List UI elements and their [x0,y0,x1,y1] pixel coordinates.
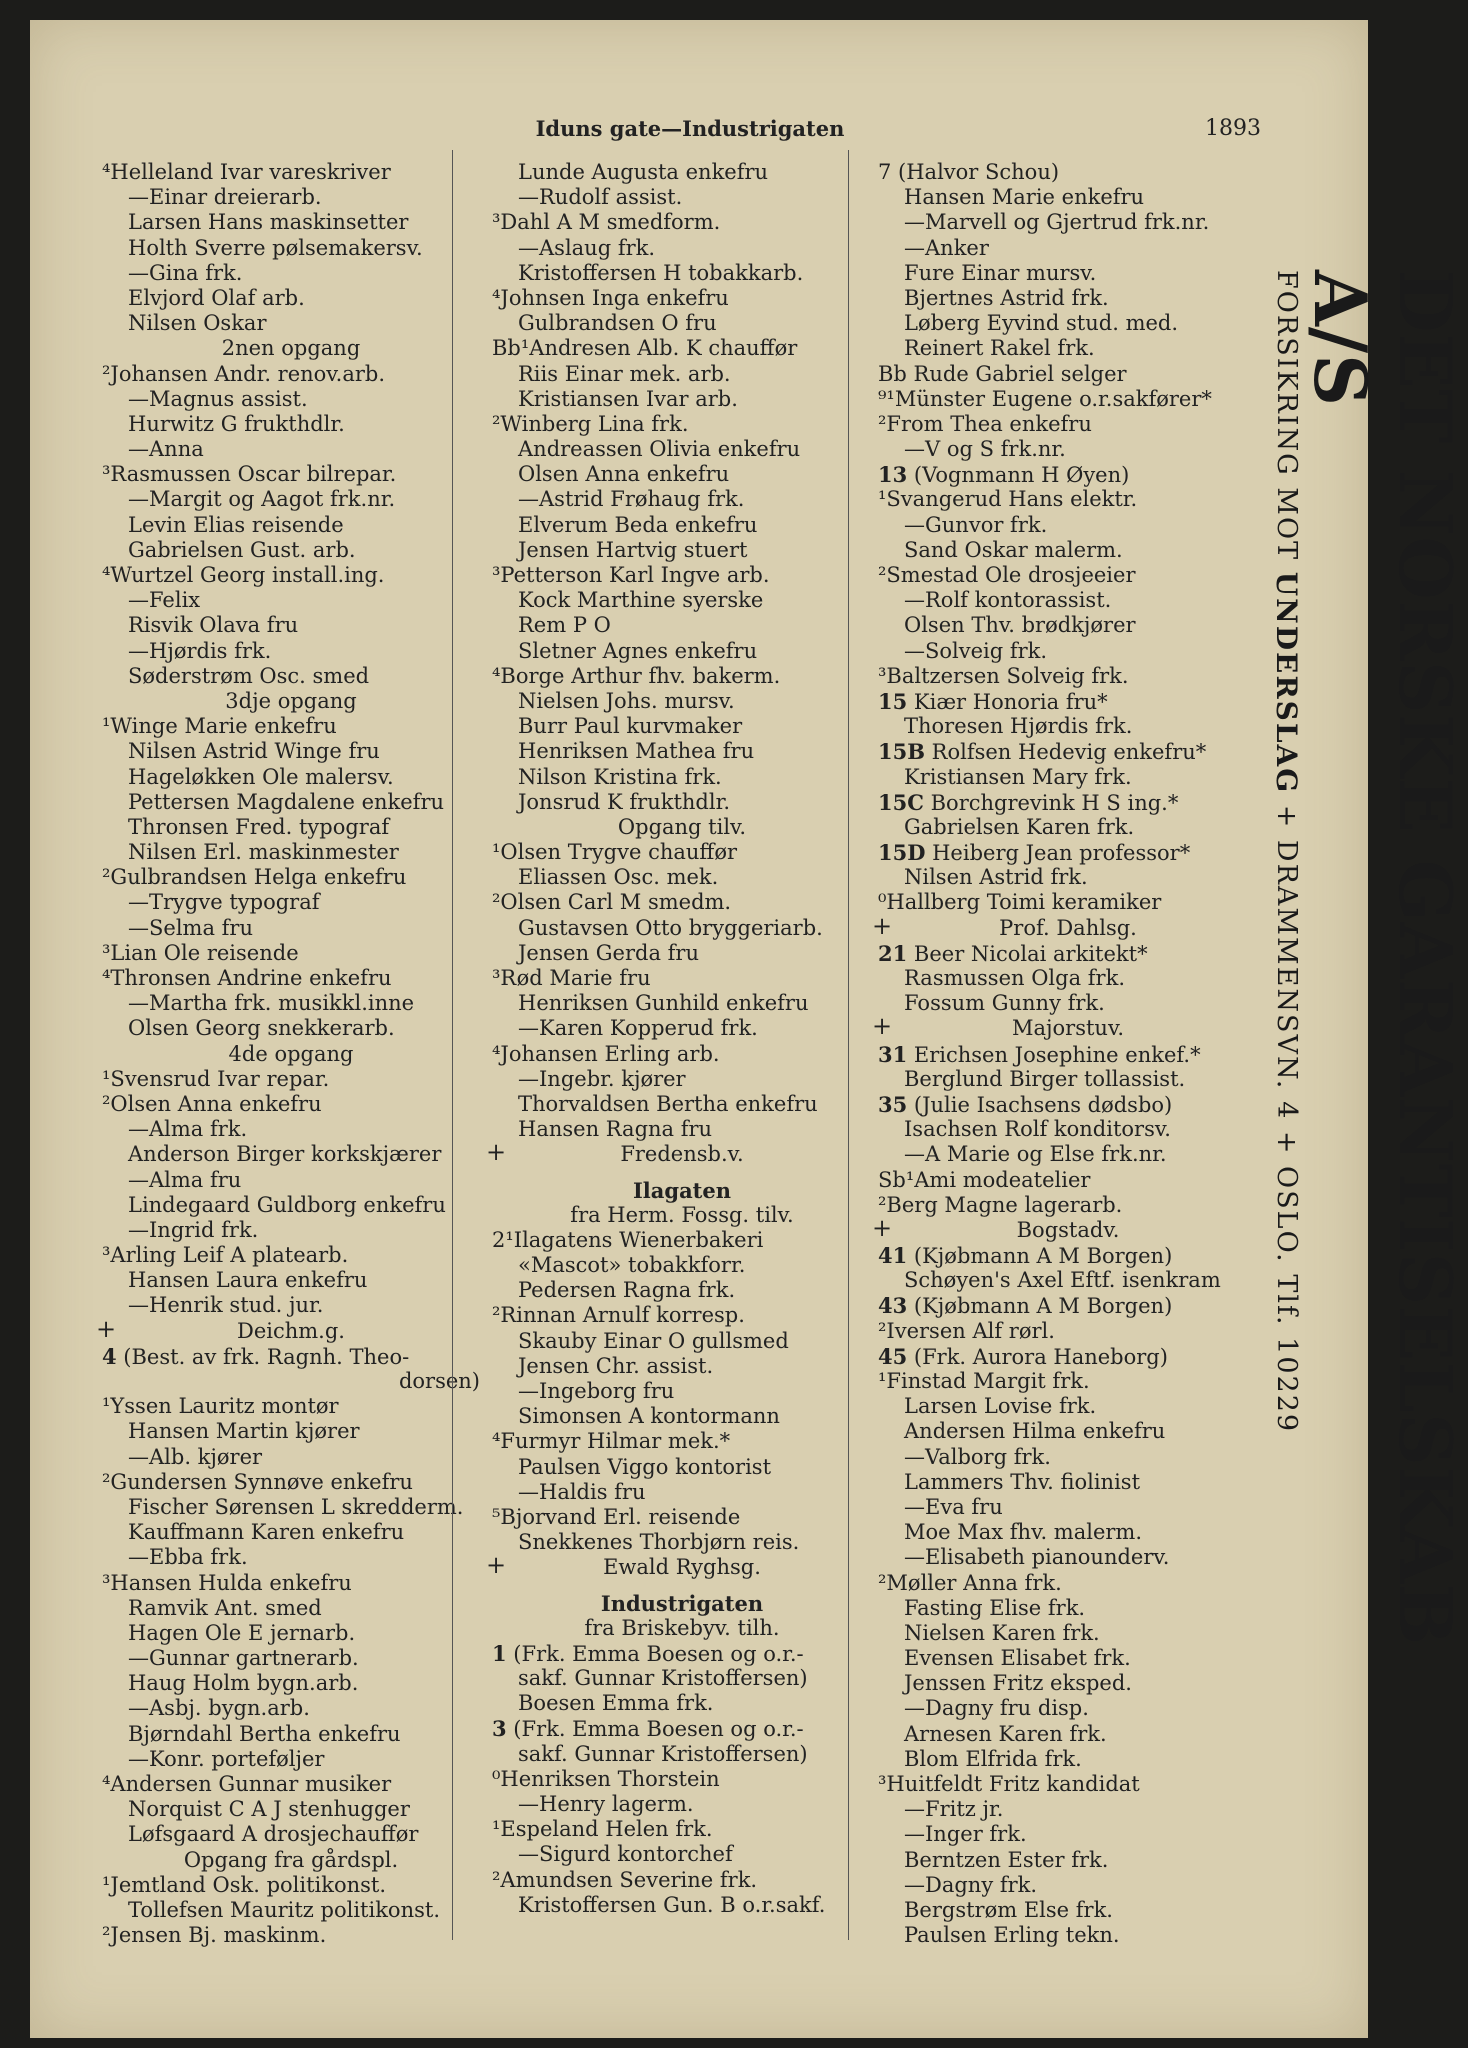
directory-entry: 7 (Halvor Schou) [878,160,1060,184]
advert-title: DET NORSKE GARANTISELSKAB A/S [1298,270,1468,1646]
directory-entry: ³Dahl A M smedform. [492,210,721,235]
directory-entry: ²Smestad Ole drosjeeier [878,563,1136,587]
directory-entry: ⁴Andersen Gunnar musiker [102,1772,392,1796]
directory-entry: ²Iversen Alf rørl. [878,1318,1055,1343]
directory-entry: ⁴Furmyr Hilmar mek.* [492,1429,731,1454]
directory-entry: —Felix [128,588,201,613]
house-owner: (Frk. Emma Boesen og o.r.- [506,1717,804,1742]
directory-entry: Boesen Emma frk. [518,1691,714,1716]
directory-entry: —Einar dreierarb. [128,185,322,210]
directory-entry: —Henrik stud. jur. [128,1293,324,1318]
subheading: 2nen opgang [221,336,361,361]
directory-entry: Henriksen Mathea fru [518,739,755,764]
house-number: 31 [878,1041,908,1067]
house-number: 35 [878,1091,908,1117]
directory-entry: 2¹Ilagatens Wienerbakeri [492,1227,764,1252]
directory-entry: Jensen Hartvig stuert [518,537,748,562]
directory-entry: —Konr. porteføljer [128,1746,325,1771]
directory-entry: ¹Jemtland Osk. politikonst. [102,1872,387,1897]
directory-entry: Bb Rude Gabriel selger [878,361,1127,386]
directory-entry: —Ebba frk. [128,1545,248,1570]
directory-entry: Thoresen Hjørdis frk. [904,714,1133,739]
directory-entry: ²Gulbrandsen Helga enkefru [102,865,407,890]
directory-entry: Bjertnes Astrid frk. [904,285,1109,310]
directory-entry: ¹Espeland Helen frk. [492,1817,713,1842]
house-number-entry [102,1344,480,1369]
directory-entry: Levin Elias reisende [128,512,344,537]
directory-entry: —Anna [128,437,204,462]
page-number: 1893 [1205,116,1261,141]
directory-entry: —Anker [904,235,989,260]
house-number-entry [878,462,1258,487]
directory-entry: Hageløkken Ole malersv. [128,764,394,789]
directory-entry: ³Arling Leif A platearb. [102,1243,349,1268]
directory-entry: Olsen Thv. brødkjører [904,613,1136,638]
directory-entry: Anderson Birger korkskjærer [128,1142,442,1167]
house-number-entry [878,1344,1258,1369]
directory-entry: —Rolf kontorassist. [904,588,1112,613]
house-number-entry [492,1716,872,1741]
house-owner: (Julie Isachsens dødsbo) [907,1092,1173,1117]
directory-entry: Hurwitz G frukthdlr. [128,411,345,436]
directory-entry: ⁴Helleland Ivar vareskriver [102,160,391,184]
directory-entry: —Trygve typograf [128,890,320,915]
directory-entry: ⁵Bjorvand Erl. reisende [492,1504,741,1529]
house-number: 15D [878,840,926,866]
directory-entry: Arnesen Karen frk. [904,1721,1107,1746]
house-number-entry [878,941,1258,966]
directory-entry: ⁴Wurtzel Georg install.ing. [102,563,385,587]
subheading: Opgang tilv. [617,814,747,839]
directory-entry: Burr Paul kurvmaker [518,714,743,739]
directory-entry: Rem P O [518,613,611,638]
subheading: fra Briskebyv. tilh. [584,1615,780,1640]
directory-entry: Bergstrøm Else frk. [904,1897,1113,1922]
directory-entry: ¹Olsen Trygve chauffør [492,840,738,865]
house-number-entry [492,1641,872,1666]
directory-entry: —Asbj. bygn.arb. [128,1696,310,1721]
house-number: 3 [492,1716,507,1742]
directory-entry: Berntzen Ester frk. [904,1847,1109,1872]
directory-entry: Eliassen Osc. mek. [518,865,719,890]
directory-entry: Nilsen Oskar [128,311,267,336]
directory-entry: Fischer Sørensen L skredderm. [128,1494,464,1519]
house-number: 21 [878,940,908,966]
directory-entry: sakf. Gunnar Kristoffersen) [518,1741,808,1766]
directory-entry: ³Lian Ole reisende [102,940,299,965]
directory-entry: Jonsrud K frukthdlr. [518,789,730,814]
directory-entry: Riis Einar mek. arb. [518,361,731,386]
directory-entry: —Gunnar gartnerarb. [128,1646,359,1671]
street-heading: Industrigaten [600,1590,764,1616]
cross-street-marker: + [486,1551,507,1580]
house-number: 15 [878,688,908,714]
directory-entry: Fasting Elise frk. [904,1595,1086,1620]
subheading [872,911,1258,941]
directory-entry: ⁹¹Münster Eugene o.r.sakfører* [878,386,1212,411]
advert-sub-part: FORSIKRING MOT [1271,270,1302,572]
directory-entry: Henriksen Gunhild enkefru [518,991,809,1016]
directory-entry: Sb¹Ami modeatelier [878,1167,1091,1192]
directory-entry: Bjørndahl Bertha enkefru [128,1721,401,1746]
house-number-entry [878,790,1258,815]
subheading [872,1213,1258,1243]
cross-street-label: Deichm.g. [237,1318,345,1343]
directory-entry: Løberg Eyvind stud. med. [904,311,1179,336]
directory-entry: Gulbrandsen O fru [518,311,717,336]
directory-entry: ¹Finstad Margit frk. [878,1369,1090,1393]
directory-entry: Ramvik Ant. smed [128,1595,322,1620]
directory-entry: ¹Winge Marie enkefru [102,714,337,739]
directory-entry: —Marvell og Gjertrud frk.nr. [904,210,1210,235]
directory-entry: ⁴Johansen Erling arb. [492,1041,720,1066]
column-divider [848,150,849,1940]
directory-entry: —Karen Kopperud frk. [518,1016,758,1041]
directory-entry: —Aslaug frk. [518,235,656,260]
cross-street-marker: + [872,1213,893,1242]
directory-entry: —Sigurd kontorchef [518,1842,733,1867]
directory-entry: ⁴Thronsen Andrine enkefru [102,966,392,990]
cross-street-label: Ewald Ryghsg. [603,1555,761,1580]
directory-entry: ²Johansen Andr. renov.arb. [102,361,386,386]
directory-entry: Løfsgaard A drosjechauffør [128,1822,419,1847]
directory-entry: —Haldis fru [518,1479,646,1504]
directory-entry: ²Gundersen Synnøve enkefru [102,1469,413,1494]
directory-entry: Thronsen Fred. typograf [128,814,390,839]
directory-entry: Elvjord Olaf arb. [128,285,305,310]
directory-entry: Kauffmann Karen enkefru [128,1520,405,1545]
directory-entry: ³Rød Marie fru [492,966,651,990]
directory-entry: Gabrielsen Karen frk. [904,814,1135,839]
advert-sub-bold: UNDERSLAG [1270,571,1303,795]
directory-column-3 [872,160,1258,1948]
directory-page [30,20,1468,2038]
house-number: 41 [878,1243,908,1269]
directory-entry: ³Baltzersen Solveig frk. [878,663,1129,688]
directory-entry: Larsen Lovise frk. [904,1394,1097,1419]
directory-entry: ²Møller Anna frk. [878,1570,1062,1595]
directory-entry: —Alb. kjører [128,1444,263,1469]
house-owner: Erichsen Josephine enkef.* [907,1042,1201,1067]
directory-entry: Risvik Olava fru [128,613,299,638]
subheading: Opgang fra gårdspl. [183,1847,399,1872]
directory-entry: —Solveig frk. [904,638,1048,663]
directory-entry: ²Rinnan Arnulf korresp. [492,1303,745,1328]
directory-entry: Blom Elfrida frk. [904,1746,1082,1771]
directory-entry: Kristoffersen Gun. B o.r.sakf. [518,1892,826,1917]
house-owner: Rolfsen Hedevig enkefru* [924,740,1207,765]
spacer [492,1168,872,1178]
house-owner: Borchgrevink H S ing.* [923,790,1179,815]
directory-entry: Kristiansen Mary frk. [904,764,1132,789]
directory-entry: Larsen Hans maskinsetter [128,210,409,235]
directory-entry: Hagen Ole E jernarb. [128,1620,356,1645]
directory-entry: sakf. Gunnar Kristoffersen) [518,1666,808,1691]
directory-entry: Pedersen Ragna frk. [518,1278,736,1303]
advert-sub-part: + DRAMMENSVN. 4 + OSLO. Tlf. 10229 [1271,794,1302,1434]
house-number-entry [878,739,1258,764]
house-owner: Heiberg Jean professor* [925,841,1191,866]
directory-entry: ⁴Johnsen Inga enkefru [492,285,729,310]
directory-entry: Lammers Thv. fiolinist [904,1469,1141,1494]
subheading [872,1012,1258,1041]
directory-entry: Sand Oskar malerm. [904,537,1123,562]
directory-entry: Nilsen Erl. maskinmester [128,840,399,865]
directory-entry: Elverum Beda enkefru [518,512,758,537]
directory-entry: —Ingrid frk. [128,1217,259,1242]
directory-entry: —Ingeborg fru [518,1379,675,1403]
directory-entry: ⁰Henriksen Thorstein [492,1766,720,1791]
cross-street-label: Bogstadv. [1016,1217,1120,1242]
house-number-entry [878,1293,1258,1318]
directory-entry: —Martha frk. musikkl.inne [128,991,415,1016]
street-heading: Ilagaten [632,1177,732,1203]
directory-entry: —Elisabeth pianounderv. [904,1545,1170,1570]
directory-entry: Gustavsen Otto bryggeriarb. [518,915,823,940]
directory-column-1 [96,160,480,1948]
directory-entry: Bb¹Andresen Alb. K chauffør [492,336,798,361]
subheading: 4de opgang [228,1041,354,1066]
directory-entry: —Selma fru [128,915,253,940]
directory-entry: ²Olsen Anna enkefru [102,1091,322,1116]
directory-entry: ¹Svensrud Ivar repar. [102,1066,330,1091]
house-number: 4 [102,1343,117,1369]
directory-entry: Olsen Anna enkefru [518,462,730,487]
directory-entry: «Mascot» tobakkforr. [518,1253,746,1278]
directory-entry: Andersen Hilma enkefru [904,1419,1166,1444]
directory-entry: —Alma frk. [128,1117,248,1142]
directory-entry: Søderstrøm Osc. smed [128,663,370,688]
house-number-entry [878,1042,1258,1067]
house-owner: (Best. av frk. Ragnh. Theo- [116,1344,410,1369]
directory-entry: —Gunvor frk. [904,512,1048,537]
spacer [492,1581,872,1591]
directory-entry: Kristiansen Ivar arb. [518,386,738,411]
house-owner: (Kjøbmann A M Borgen) [907,1244,1173,1269]
subheading [96,1314,480,1344]
subheading [486,1551,872,1580]
house-owner: Kiær Honoria fru* [907,689,1108,714]
directory-entry: Lunde Augusta enkefru [518,160,769,184]
directory-entry: Snekkenes Thorbjørn reis. [518,1530,800,1555]
directory-entry: Hansen Ragna fru [518,1117,713,1142]
house-number: 13 [878,462,908,488]
directory-entry-continuation: dorsen) [398,1369,480,1393]
directory-column-2 [486,160,872,1918]
subheading: 3dje opgang [225,688,357,713]
directory-entry: Jensen Gerda fru [518,940,699,965]
directory-entry: Nielsen Johs. mursv. [518,688,735,713]
cross-street-marker: + [486,1138,507,1167]
directory-entry: Olsen Georg snekkerarb. [128,1016,395,1041]
column-divider [452,150,453,1940]
directory-entry: —Eva fru [904,1494,1003,1519]
directory-entry: Kock Marthine syerske [518,588,764,613]
directory-entry: —Rudolf assist. [518,185,683,210]
house-number: 43 [878,1293,908,1319]
directory-entry: Lindegaard Guldborg enkefru [128,1192,446,1217]
directory-entry: ¹Svangerud Hans elektr. [878,487,1138,512]
directory-entry: Holth Sverre pølsemakersv. [128,235,423,260]
directory-entry: —Valborg frk. [904,1444,1051,1469]
directory-entry: Rasmussen Olga frk. [904,966,1125,990]
directory-entry: Schøyen's Axel Eftf. isenkram [904,1268,1221,1293]
house-number: 15C [878,789,924,815]
directory-entry: Evensen Elisabet frk. [904,1646,1131,1671]
directory-entry: Hansen Martin kjører [128,1419,360,1444]
directory-entry: ²Amundsen Severine frk. [492,1867,758,1892]
house-number-entry [878,1243,1258,1268]
directory-entry: —Henry lagerm. [518,1792,694,1816]
directory-entry: —Dagny frk. [904,1872,1038,1897]
page-header-title: Iduns gate—Industrigaten [535,116,845,141]
directory-entry: —Fritz jr. [904,1797,1004,1822]
house-owner: (Vognmann H Øyen) [907,463,1130,488]
directory-entry: Nielsen Karen frk. [904,1620,1100,1645]
directory-entry: ⁰Hallberg Toimi keramiker [878,890,1162,915]
house-number: 1 [492,1640,507,1666]
directory-entry: —Alma fru [128,1167,242,1192]
house-number-entry [878,689,1258,714]
directory-entry: ³Petterson Karl Ingve arb. [492,563,770,587]
directory-entry: Isachsen Rolf konditorsv. [904,1117,1171,1142]
directory-entry: ⁴Borge Arthur fhv. bakerm. [492,663,781,688]
directory-entry: ²Winberg Lina frk. [492,411,689,436]
directory-entry: Reinert Rakel frk. [904,336,1095,361]
cross-street-label: Prof. Dahlsg. [999,915,1137,940]
directory-entry: —Ingebr. kjører [518,1066,686,1091]
directory-entry: —Gina frk. [128,260,243,285]
directory-entry: ²Berg Magne lagerarb. [878,1192,1123,1217]
directory-entry: —Margit og Aagot frk.nr. [128,487,396,512]
house-owner: (Frk. Aurora Haneborg) [907,1344,1168,1369]
cross-street-label: Fredensb.v. [620,1142,744,1167]
directory-entry: —Dagny fru disp. [904,1696,1089,1721]
directory-entry: —A Marie og Else frk.nr. [904,1142,1167,1167]
subheading [486,1138,872,1167]
subheading: fra Herm. Fossg. tilv. [570,1202,794,1227]
advert-subtitle [1270,270,1303,1433]
directory-entry: Nilson Kristina frk. [518,764,722,789]
directory-entry: ³Rasmussen Oscar bilrepar. [102,462,397,487]
directory-entry: Jensen Chr. assist. [518,1353,714,1378]
vertical-advertisement [1270,270,1468,1770]
house-owner: Beer Nicolai arkitekt* [907,941,1148,966]
directory-entry: —Astrid Frøhaug frk. [518,487,745,512]
house-number: 15B [878,739,925,765]
house-number-entry [878,840,1258,865]
directory-entry: Hansen Laura enkefru [128,1268,368,1293]
directory-entry: ²Jensen Bj. maskinm. [102,1923,327,1948]
directory-entry: Sletner Agnes enkefru [518,638,758,663]
directory-entry: —Magnus assist. [128,386,308,411]
directory-entry: Skauby Einar O gullsmed [518,1328,789,1353]
directory-entry: ³Huitfeldt Fritz kandidat [878,1772,1140,1796]
directory-entry: Thorvaldsen Bertha enkefru [518,1091,818,1116]
directory-entry: Tollefsen Mauritz politikonst. [128,1897,440,1922]
directory-entry: Paulsen Viggo kontorist [518,1454,772,1479]
directory-entry: ²Olsen Carl M smedm. [492,890,732,915]
cross-street-marker: + [872,1012,893,1041]
directory-entry: Nilsen Astrid Winge fru [128,739,380,764]
directory-entry: Haug Holm bygn.arb. [128,1671,359,1696]
directory-entry: ²From Thea enkefru [878,411,1092,436]
directory-entry: Andreassen Olivia enkefru [518,437,801,462]
directory-entry: —Hjørdis frk. [128,638,272,663]
house-owner: (Frk. Emma Boesen og o.r.- [506,1641,804,1666]
directory-entry: Gabrielsen Gust. arb. [128,537,356,562]
cross-street-marker: + [872,911,893,940]
house-number: 45 [878,1343,908,1369]
directory-entry: Nilsen Astrid frk. [904,865,1088,890]
house-owner: (Kjøbmann A M Borgen) [907,1294,1173,1319]
directory-entry: Hansen Marie enkefru [904,185,1145,210]
directory-entry: —Inger frk. [904,1822,1027,1847]
directory-entry: ¹Yssen Lauritz montør [102,1394,339,1419]
directory-entry: Fossum Gunny frk. [904,991,1105,1016]
directory-entry: Berglund Birger tollassist. [904,1066,1186,1091]
directory-entry: Paulsen Erling tekn. [904,1923,1120,1948]
directory-entry: Simonsen A kontormann [518,1404,780,1429]
house-number-entry [878,1092,1258,1117]
directory-entry: Moe Max fhv. malerm. [904,1520,1143,1545]
directory-entry: Pettersen Magdalene enkefru [128,789,445,814]
cross-street-label: Majorstuv. [1011,1016,1124,1041]
directory-entry: Kristoffersen H tobakkarb. [518,260,804,285]
cross-street-marker: + [96,1314,117,1343]
directory-entry: Fure Einar mursv. [904,260,1097,285]
directory-entry: Norquist C A J stenhugger [128,1797,410,1822]
directory-entry: —V og S frk.nr. [904,437,1066,462]
directory-entry: ³Hansen Hulda enkefru [102,1570,352,1595]
directory-entry: Jenssen Fritz eksped. [904,1671,1132,1696]
